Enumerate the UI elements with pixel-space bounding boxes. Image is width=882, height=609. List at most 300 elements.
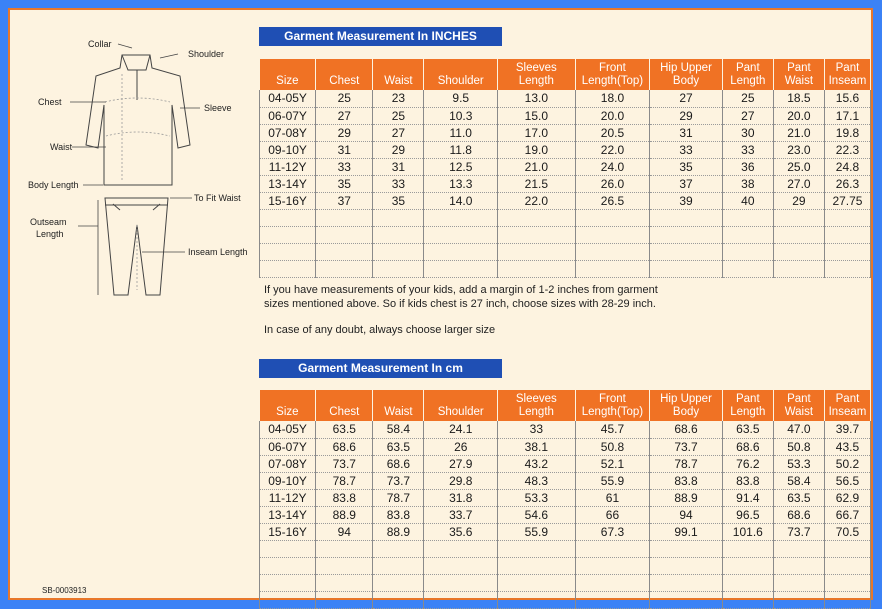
empty-cell [260,574,316,591]
measurement-cell: 55.9 [498,523,576,540]
inches-table [259,59,871,278]
empty-cell [316,226,373,243]
kurta-outline [86,55,190,185]
empty-cell [260,209,316,226]
column-header-text: Sleeves [515,62,557,74]
measurement-cell: 27 [650,90,723,107]
measurement-cell: 83.8 [373,506,424,523]
empty-cell [824,540,870,557]
table-row [260,523,871,540]
measurement-cell: 37 [650,175,723,192]
measurement-cell: 35 [650,158,723,175]
empty-cell [824,260,870,277]
measurement-cell: 26.5 [575,192,650,209]
measurement-cell: 76.2 [722,455,773,472]
measurement-cell: 13.3 [424,175,498,192]
measurement-cell: 58.4 [373,421,424,438]
measurement-cell: 31.8 [424,489,498,506]
measurement-cell: 54.6 [498,506,576,523]
measurement-cell: 22.0 [498,192,576,209]
size-cell: 15-16Y [260,192,316,209]
measurement-cell: 21.0 [773,124,824,141]
note-doubt: In case of any doubt, always choose larger size [264,324,496,336]
measurement-cell: 63.5 [373,438,424,455]
empty-cell [824,591,870,608]
column-header-text: Pant [835,62,860,74]
measurement-cell: 39 [650,192,723,209]
table-row [260,158,871,175]
table-row [260,175,871,192]
measurement-cell: 39.7 [824,421,870,438]
empty-cell [722,591,773,608]
measurement-cell: 88.9 [650,489,723,506]
table-row [260,489,871,506]
measurement-cell: 31 [316,141,373,158]
table-row [260,107,871,124]
measurement-cell: 33 [316,158,373,175]
measurement-cell: 83.8 [722,472,773,489]
column-header-text: Length [730,75,766,87]
empty-cell [650,591,723,608]
empty-cell [316,209,373,226]
table-row [260,90,871,107]
column-header-text: Sleeves [515,393,557,405]
measurement-cell: 27.0 [773,175,824,192]
empty-cell [650,226,723,243]
empty-cell [650,557,723,574]
column-header [373,390,424,421]
measurement-cell: 17.0 [498,124,576,141]
measurement-cell: 20.5 [575,124,650,141]
blank-row [260,591,871,608]
empty-cell [498,243,576,260]
measurement-cell: 33 [722,141,773,158]
empty-cell [424,574,498,591]
column-header [260,390,316,421]
size-chart-sheet [8,8,873,600]
measurement-cell: 31 [650,124,723,141]
empty-cell [773,209,824,226]
column-header [575,59,650,90]
note-margin: If you have measurements of your kids, add a margin of 1-2 inches from garment sizes mentioned above. So if kids chest is 27 inch, choose sizes with 28-29 inch. [264,284,658,310]
measurement-cell: 50.8 [773,438,824,455]
measurement-cell: 11.0 [424,124,498,141]
blank-row [260,243,871,260]
size-cell: 09-10Y [260,141,316,158]
column-header [316,390,373,421]
measurement-cell: 33 [498,421,576,438]
inches-body [260,90,871,277]
measurement-cell: 62.9 [824,489,870,506]
empty-cell [650,209,723,226]
empty-cell [424,243,498,260]
table-row [260,472,871,489]
measurement-cell: 29.8 [424,472,498,489]
measurement-cell: 27.75 [824,192,870,209]
measurement-cell: 35 [373,192,424,209]
column-header-text: Length(Top) [581,75,644,87]
column-header-text: Front [599,62,626,74]
measurement-cell: 26.0 [575,175,650,192]
measurement-cell: 88.9 [316,506,373,523]
empty-cell [773,260,824,277]
column-header [424,59,498,90]
empty-cell [773,591,824,608]
column-header-text: Length(Top) [581,406,644,418]
size-cell: 13-14Y [260,175,316,192]
measurement-cell: 36 [722,158,773,175]
measurement-cell: 68.6 [650,421,723,438]
empty-cell [260,540,316,557]
label-body-length: Body Length [28,180,79,190]
measurement-cell: 13.0 [498,90,576,107]
measurement-cell: 25.0 [773,158,824,175]
empty-cell [575,591,650,608]
size-cell: 07-08Y [260,455,316,472]
column-header [373,59,424,90]
measurement-cell: 15.6 [824,90,870,107]
size-cell: 15-16Y [260,523,316,540]
empty-cell [316,540,373,557]
measurement-cell: 94 [316,523,373,540]
measurement-cell: 78.7 [316,472,373,489]
label-waist: Waist [50,142,73,152]
column-header [722,390,773,421]
label-outseam: Outseam [30,217,67,227]
measurement-cell: 48.3 [498,472,576,489]
column-header [316,59,373,90]
empty-cell [773,243,824,260]
column-header [773,59,824,90]
measurement-cell: 66.7 [824,506,870,523]
empty-cell [722,540,773,557]
measurement-cell: 94 [650,506,723,523]
column-header-text: Pant [787,62,811,74]
column-header [773,390,824,421]
column-header [650,390,723,421]
collar-line [122,55,150,70]
blank-row [260,557,871,574]
cm-header-row [260,390,871,421]
cm-table-title: Garment Measurement In cm [259,359,502,378]
column-header-text: Hip Upper [660,62,712,74]
column-header [498,390,576,421]
measurement-cell: 19.0 [498,141,576,158]
empty-cell [373,591,424,608]
empty-cell [373,226,424,243]
empty-cell [498,209,576,226]
measurement-cell: 33 [373,175,424,192]
table-row [260,438,871,455]
measurement-cell: 47.0 [773,421,824,438]
measurement-cell: 73.7 [316,455,373,472]
measurement-cell: 101.6 [722,523,773,540]
column-header-text: Length [518,75,554,87]
empty-cell [575,574,650,591]
table-row [260,124,871,141]
measurement-cell: 10.3 [424,107,498,124]
size-cell: 04-05Y [260,421,316,438]
column-header-text: Inseam [828,406,867,418]
measurement-cell: 73.7 [773,523,824,540]
column-header-text: Pant [835,393,860,405]
column-header [498,59,576,90]
measurement-cell: 27 [373,124,424,141]
measurement-cell: 37 [316,192,373,209]
empty-cell [260,226,316,243]
empty-cell [650,243,723,260]
measurement-cell: 23 [373,90,424,107]
measurement-cell: 55.9 [575,472,650,489]
blank-row [260,226,871,243]
measurement-cell: 67.3 [575,523,650,540]
inches-table-title: Garment Measurement In INCHES [259,27,502,46]
empty-cell [824,226,870,243]
column-header-text: Waist [784,406,814,418]
label-chest: Chest [38,97,62,107]
blank-row [260,574,871,591]
measurement-cell: 21.5 [498,175,576,192]
measurement-cell: 20.0 [773,107,824,124]
empty-cell [424,260,498,277]
measurement-cell: 45.7 [575,421,650,438]
measurement-cell: 78.7 [650,455,723,472]
column-header-text: Length [518,406,554,418]
empty-cell [316,260,373,277]
measurement-cell: 12.5 [424,158,498,175]
measurement-cell: 27 [316,107,373,124]
measurement-cell: 88.9 [373,523,424,540]
empty-cell [498,226,576,243]
empty-cell [824,557,870,574]
table-row [260,421,871,438]
measurement-cell: 68.6 [773,506,824,523]
measurement-cell: 18.0 [575,90,650,107]
measurement-cell: 27.9 [424,455,498,472]
column-header [260,59,316,90]
empty-cell [316,557,373,574]
empty-cell [824,209,870,226]
cm-table [259,390,871,609]
empty-cell [424,209,498,226]
size-cell: 06-07Y [260,438,316,455]
measurement-cell: 78.7 [373,489,424,506]
empty-cell [575,557,650,574]
measurement-cell: 25 [722,90,773,107]
column-header-text: Body [672,406,700,418]
measurement-cell: 15.0 [498,107,576,124]
empty-cell [424,591,498,608]
empty-cell [498,540,576,557]
measurement-cell: 68.6 [316,438,373,455]
measurement-cell: 53.3 [498,489,576,506]
measurement-cell: 24.0 [575,158,650,175]
size-cell: 13-14Y [260,506,316,523]
measurement-cell: 29 [773,192,824,209]
measurement-cell: 25 [373,107,424,124]
empty-cell [498,591,576,608]
table-row [260,455,871,472]
measurement-cell: 11.8 [424,141,498,158]
column-header-text: Shoulder [437,406,484,418]
size-cell: 06-07Y [260,107,316,124]
measurement-cell: 18.5 [773,90,824,107]
column-header-text: Pant [735,62,760,74]
empty-cell [575,243,650,260]
measurement-cell: 61 [575,489,650,506]
size-cell: 11-12Y [260,489,316,506]
cm-body [260,421,871,608]
column-header-text: Shoulder [437,75,484,87]
measurement-cell: 21.0 [498,158,576,175]
measurement-cell: 23.0 [773,141,824,158]
measurement-cell: 35.6 [424,523,498,540]
column-header-text: Front [599,393,626,405]
measurement-cell: 99.1 [650,523,723,540]
empty-cell [722,574,773,591]
measurement-cell: 35 [316,175,373,192]
empty-cell [575,540,650,557]
measurement-cell: 91.4 [722,489,773,506]
measurement-cell: 24.8 [824,158,870,175]
measurement-cell: 68.6 [373,455,424,472]
measurement-cell: 58.4 [773,472,824,489]
table-row [260,506,871,523]
empty-cell [773,574,824,591]
measurement-cell: 29 [316,124,373,141]
measurement-cell: 50.8 [575,438,650,455]
empty-cell [824,243,870,260]
label-shoulder: Shoulder [188,49,225,59]
measurement-cell: 22.3 [824,141,870,158]
empty-cell [773,540,824,557]
column-header-text: Waist [784,75,814,87]
inches-header-row [260,59,871,90]
column-header-text: Inseam [828,75,867,87]
measurement-cell: 14.0 [424,192,498,209]
measurement-cell: 40 [722,192,773,209]
empty-cell [773,557,824,574]
measurement-cell: 96.5 [722,506,773,523]
column-header-text: Chest [329,75,360,87]
column-header [575,390,650,421]
empty-cell [722,260,773,277]
column-header-text: Size [276,75,299,87]
empty-cell [824,574,870,591]
column-header-text: Length [730,406,766,418]
empty-cell [260,557,316,574]
blank-row [260,209,871,226]
empty-cell [722,243,773,260]
measurement-cell: 19.8 [824,124,870,141]
measurement-cell: 73.7 [373,472,424,489]
sku-code: SB-0003913 [42,586,87,595]
blank-row [260,260,871,277]
empty-cell [498,557,576,574]
empty-cell [424,540,498,557]
size-cell: 09-10Y [260,472,316,489]
measurement-cell: 25 [316,90,373,107]
measurement-cell: 50.2 [824,455,870,472]
label-sleeve: Sleeve [204,103,232,113]
measurement-cell: 43.2 [498,455,576,472]
column-header-text: Hip Upper [660,393,712,405]
measurement-cell: 70.5 [824,523,870,540]
column-header [650,59,723,90]
empty-cell [373,540,424,557]
size-cell: 04-05Y [260,90,316,107]
empty-cell [650,260,723,277]
measurement-cell: 33.7 [424,506,498,523]
measurement-cell: 29 [650,107,723,124]
measurement-cell: 52.1 [575,455,650,472]
column-header [824,59,870,90]
column-header-text: Pant [735,393,760,405]
garment-diagram [10,10,265,310]
measurement-cell: 38.1 [498,438,576,455]
empty-cell [650,540,723,557]
empty-cell [260,260,316,277]
measurement-cell: 83.8 [316,489,373,506]
empty-cell [373,260,424,277]
empty-cell [316,574,373,591]
column-header-text: Waist [384,75,413,87]
measurement-cell: 43.5 [824,438,870,455]
measurement-cell: 63.5 [773,489,824,506]
measurement-cell: 66 [575,506,650,523]
measurement-cell: 53.3 [773,455,824,472]
label-inseam-length: Inseam Length [188,247,248,257]
measurement-cell: 26 [424,438,498,455]
measurement-cell: 27 [722,107,773,124]
empty-cell [498,574,576,591]
table-row [260,141,871,158]
measurement-cell: 31 [373,158,424,175]
column-header-text: Size [276,406,299,418]
empty-cell [373,243,424,260]
empty-cell [260,591,316,608]
empty-cell [722,557,773,574]
empty-cell [260,243,316,260]
empty-cell [650,574,723,591]
measurement-cell: 22.0 [575,141,650,158]
measurement-cell: 63.5 [316,421,373,438]
measurement-cell: 33 [650,141,723,158]
empty-cell [316,591,373,608]
measurement-cell: 30 [722,124,773,141]
table-row [260,192,871,209]
empty-cell [424,557,498,574]
measurement-cell: 63.5 [722,421,773,438]
empty-cell [373,557,424,574]
empty-cell [722,209,773,226]
column-header [824,390,870,421]
empty-cell [575,209,650,226]
measurement-cell: 56.5 [824,472,870,489]
measurement-cell: 17.1 [824,107,870,124]
size-cell: 07-08Y [260,124,316,141]
measurement-cell: 38 [722,175,773,192]
empty-cell [773,226,824,243]
column-header-text: Body [672,75,700,87]
empty-cell [575,226,650,243]
empty-cell [575,260,650,277]
empty-cell [424,226,498,243]
empty-cell [722,226,773,243]
column-header [424,390,498,421]
measurement-cell: 73.7 [650,438,723,455]
label-outseam-length: Length [36,229,64,239]
